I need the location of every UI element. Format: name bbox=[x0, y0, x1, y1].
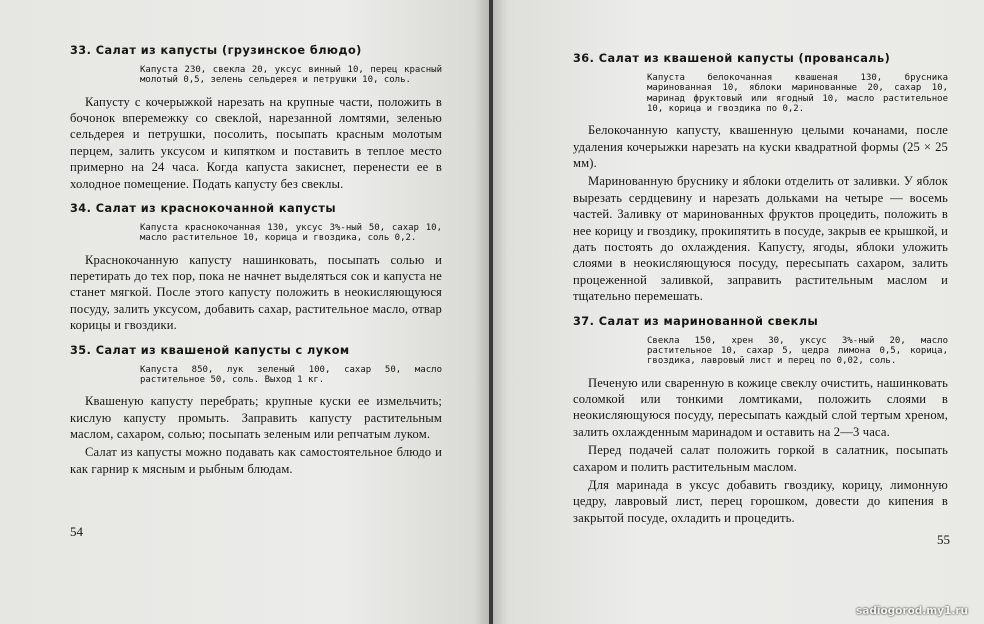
recipe-title: 37. Салат из маринованной свеклы bbox=[573, 314, 819, 328]
recipe-title: 36. Салат из квашеной капусты (провансаль) bbox=[573, 52, 891, 65]
recipe-paragraph: Квашеную капусту перебрать; крупные куски ее измельчить; кислую капусту промыть. Заправить капусту растительным маслом, сахаром, солью; посыпать зеленым или репчатым луком. bbox=[70, 394, 442, 442]
recipe-paragraph: Печеную или сваренную в кожице свеклу очистить, нашинковать соломкой или тонкими ломтиками, положить слоями в неокисляющуюся посуду, пересыпать каждый слой тертым хреном, залить охлажденным маринадом и оставить на 2—3 часа. bbox=[573, 375, 948, 439]
ingredients-list: Свекла 150, хрен 30, уксус 3%-ный 20, масло растительное 10, сахар 5, цедра лимона 0,5, корица, гвоздика, лавровый лист и перец по 0,02, соль. bbox=[647, 335, 948, 367]
right-page bbox=[493, 0, 984, 624]
recipe-37 bbox=[573, 315, 948, 527]
page-number: 55 bbox=[937, 532, 950, 547]
recipe-33 bbox=[70, 44, 442, 192]
ingredients-list: Капуста 230, свекла 20, уксус винный 10, перец красный молотый 0,5, зелень сельдерея и петрушки 10, соль. bbox=[140, 65, 442, 86]
recipe-paragraph: Салат из капусты можно подавать как самостоятельное блюдо и как гарнир к мясным и рыбным блюдам. bbox=[70, 445, 442, 476]
recipe-paragraph: Белокочанную капусту, квашенную целыми кочанами, после удаления кочерыжки нарезать на куски квадратной формы (25 × 25 мм). bbox=[573, 123, 948, 170]
page-number: 54 bbox=[70, 524, 83, 539]
left-page-content bbox=[70, 44, 442, 477]
recipe-paragraph: Капусту с кочерыжкой нарезать на крупные части, положить в бочонок вперемежку со свеклой, нарезанной ломтями, зеленью сельдерея и петрушки, посолить, посыпать красным молотым перцем, залить уксусом и кипятком и поставить в теплое место примерно на 24 часа. Когда капуста закиснет, перенести ее в холодное помещение. Подать капусту без свеклы. bbox=[70, 94, 442, 191]
recipe-title: 35. Салат из квашеной капусты с луком bbox=[70, 343, 350, 357]
recipe-34 bbox=[70, 202, 442, 334]
recipe-paragraph: Краснокочанную капусту нашинковать, посыпать солью и перетирать до тех пор, пока не начнет выделяться сок и капуста не станет мягкой. После этого капусту положить в неокисляющуюся посуду, залить уксусом, добавить сахар, растительное масло, отвар корицы и гвоздики. bbox=[70, 252, 442, 333]
site-watermark: sadiogorod.my1.ru bbox=[856, 605, 969, 617]
ingredients-list: Капуста белокочанная квашеная 130, брусника маринованная 10, яблоки маринованные 20, сахар 10, маринад фруктовый или ягодный 10, масло растительное 10, корица и гвоздика по 0,2. bbox=[647, 73, 948, 114]
ingredients-list: Капуста краснокочанная 130, уксус 3%-ный 50, сахар 10, масло растительное 10, корица и гвоздика, соль 0,2. bbox=[140, 223, 442, 244]
recipe-title: 33. Салат из капусты (грузинское блюдо) bbox=[70, 44, 362, 57]
ingredients-list: Капуста 850, лук зеленый 100, сахар 50, масло растительное 50, соль. Выход 1 кг. bbox=[140, 364, 442, 385]
recipe-35 bbox=[70, 344, 442, 478]
recipe-paragraph: Маринованную бруснику и яблоки отделить от заливки. У яблок вырезать сердцевину и нарезать дольками на четыре — восемь частей. Заливку от маринованных фруктов процедить, положить в нее корицу и гвоздику, прокипятить в посуде, закрыв ее крышкой, и дать постоять до охлаждения. Капусту, ягоды, яблоки уложить слоями в неокисляющуюся посуду, пересыпать сахаром, залить процеженной заливкой, заправить растительным маслом и тщательно перемешать. bbox=[573, 174, 948, 304]
recipe-paragraph: Для маринада в уксус добавить гвоздику, корицу, лимонную цедру, лавровый лист, перец горошком, довести до кипения в закрытой посуде, охладить и процедить. bbox=[573, 477, 948, 525]
recipe-paragraph: Перед подачей салат положить горкой в салатник, посыпать сахаром и полить растительным маслом. bbox=[573, 443, 948, 474]
left-page bbox=[0, 0, 489, 624]
right-page-content bbox=[573, 52, 948, 526]
recipe-title: 34. Салат из краснокочанной капусты bbox=[70, 202, 336, 216]
recipe-36 bbox=[573, 52, 948, 305]
